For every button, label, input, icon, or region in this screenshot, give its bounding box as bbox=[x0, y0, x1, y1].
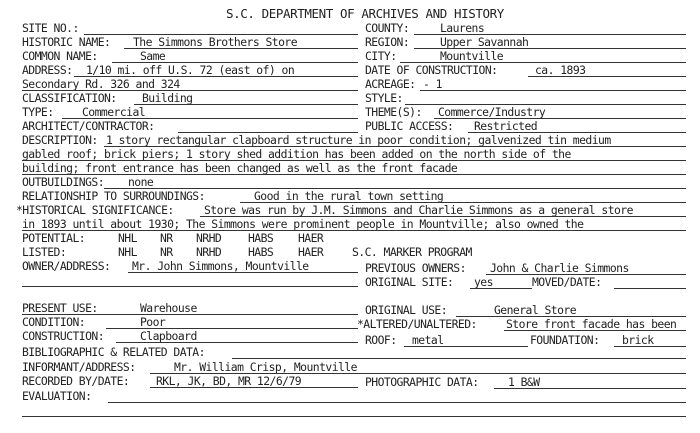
evaluation-label: EVALUATION: bbox=[22, 389, 92, 403]
county-value: Laurens bbox=[440, 21, 485, 35]
previous-owners-label: PREVIOUS OWNERS: bbox=[365, 261, 466, 275]
potential-haer: HAER bbox=[298, 231, 324, 245]
acreage-label: ACREAGE: bbox=[365, 77, 416, 91]
significance-value-1: Store was run by J.M. Simmons and Charlie Simmons as a general store bbox=[204, 203, 633, 217]
potential-habs: HABS bbox=[248, 231, 274, 245]
site-no-label: SITE NO.: bbox=[22, 21, 79, 35]
listed-habs: HABS bbox=[248, 245, 274, 259]
potential-label: POTENTIAL: bbox=[22, 231, 86, 245]
sc-marker-label: S.C. MARKER PROGRAM bbox=[352, 245, 472, 259]
description-label: DESCRIPTION: bbox=[22, 133, 98, 147]
informant-value: Mr. William Crisp, Mountville bbox=[174, 360, 357, 374]
address-value-2: Secondary Rd. 326 and 324 bbox=[22, 77, 180, 91]
roof-label: ROOF: bbox=[365, 333, 397, 347]
relationship-value: Good in the rural town setting bbox=[254, 189, 444, 203]
altered-value: Store front facade has been bbox=[506, 317, 677, 331]
original-site-label: ORIGINAL SITE: bbox=[365, 275, 454, 289]
address-value-1: 1/10 mi. off U.S. 72 (east of) on bbox=[86, 63, 295, 77]
recorded-by-label: RECORDED BY/DATE: bbox=[22, 374, 130, 388]
classification-line bbox=[134, 104, 358, 105]
significance-value-2: in 1893 until about 1930; The Simmons were prominent people in Mountville; also owned the bbox=[22, 217, 584, 231]
common-name-label: COMMON NAME: bbox=[22, 49, 98, 63]
listed-haer: HAER bbox=[298, 245, 324, 259]
roof-value: metal bbox=[412, 333, 444, 347]
foundation-label: FOUNDATION: bbox=[530, 333, 600, 347]
outbuildings-value: none bbox=[128, 175, 154, 189]
description-value-1: 1 story rectangular clapboard structure in poor condition; galvenized tin medium bbox=[106, 133, 611, 147]
recorded-by-value: RKL, JK, BD, MR 12/6/79 bbox=[156, 374, 302, 388]
owner-value: Mr. John Simmons, Mountville bbox=[132, 259, 309, 273]
historical-significance-label: *HISTORICAL SIGNIFICANCE: bbox=[16, 203, 174, 217]
present-use-value: Warehouse bbox=[140, 301, 197, 315]
themes-line bbox=[434, 118, 686, 119]
original-site-value: yes bbox=[474, 275, 493, 289]
type-label: TYPE: bbox=[22, 105, 54, 119]
address-label: ADDRESS: bbox=[22, 63, 73, 77]
informant-label: INFORMANT/ADDRESS: bbox=[22, 360, 136, 374]
historic-name-value: The Simmons Brothers Store bbox=[133, 35, 298, 49]
outbuildings-label: OUTBUILDINGS: bbox=[22, 175, 105, 189]
acreage-line bbox=[420, 90, 686, 91]
recorded-by-line bbox=[150, 387, 358, 388]
date-construction-line bbox=[528, 76, 686, 77]
construction-label: CONSTRUCTION: bbox=[22, 329, 105, 343]
potential-nhl: NHL bbox=[118, 231, 137, 245]
type-value: Commercial bbox=[82, 105, 146, 119]
foundation-value: brick bbox=[622, 333, 654, 347]
foundation-line bbox=[614, 346, 686, 347]
listed-nhl: NHL bbox=[118, 245, 137, 259]
original-site-line bbox=[470, 288, 532, 289]
construction-line bbox=[116, 342, 358, 343]
moved-date-label: MOVED/DATE: bbox=[532, 275, 602, 289]
public-access-value: Restricted bbox=[474, 119, 538, 133]
present-use-label: PRESENT USE: bbox=[22, 301, 98, 315]
themes-label: THEME(S): bbox=[365, 105, 422, 119]
classification-value: Building bbox=[142, 91, 193, 105]
owner-label: OWNER/ADDRESS: bbox=[22, 259, 111, 273]
listed-nrhd: NRHD bbox=[196, 245, 222, 259]
potential-nrhd: NRHD bbox=[196, 231, 222, 245]
owner-line bbox=[128, 272, 358, 273]
form-title: S.C. DEPARTMENT OF ARCHIVES AND HISTORY bbox=[226, 6, 504, 21]
bibliographic-line bbox=[232, 358, 686, 359]
roof-line bbox=[404, 346, 528, 347]
county-label: COUNTY: bbox=[365, 21, 410, 35]
architect-label: ARCHITECT/CONTRACTOR: bbox=[22, 119, 155, 133]
city-label: CITY: bbox=[365, 49, 397, 63]
altered-label: *ALTERED/UNALTERED: bbox=[357, 317, 477, 331]
condition-value: Poor bbox=[140, 315, 166, 329]
public-access-label: PUBLIC ACCESS: bbox=[365, 119, 454, 133]
condition-label: CONDITION: bbox=[22, 315, 86, 329]
altered-line bbox=[504, 330, 686, 331]
date-construction-label: DATE OF CONSTRUCTION: bbox=[365, 63, 498, 77]
photographic-data-value: 1 B&W bbox=[508, 375, 540, 389]
listed-nr: NR bbox=[160, 245, 173, 259]
photographic-data-label: PHOTOGRAPHIC DATA: bbox=[365, 375, 479, 389]
region-label: REGION: bbox=[365, 35, 410, 49]
potential-nr: NR bbox=[160, 231, 173, 245]
common-name-value: Same bbox=[140, 49, 166, 63]
classification-label: CLASSIFICATION: bbox=[22, 91, 117, 105]
moved-date-line bbox=[614, 288, 686, 289]
date-construction-value: ca. 1893 bbox=[535, 63, 586, 77]
evaluation-line-1 bbox=[108, 402, 686, 403]
evaluation-line-2 bbox=[22, 416, 686, 417]
original-use-value: General Store bbox=[494, 303, 577, 317]
bibliographic-label: BIBLIOGRAPHIC & RELATED DATA: bbox=[22, 345, 205, 359]
relationship-label: RELATIONSHIP TO SURROUNDINGS: bbox=[22, 189, 205, 203]
construction-value: Clapboard bbox=[140, 329, 197, 343]
photographic-data-line bbox=[494, 388, 686, 389]
previous-owners-value: John & Charlie Simmons bbox=[490, 261, 629, 275]
listed-label: LISTED: bbox=[22, 245, 67, 259]
description-value-3: building; front entrance has been changed as well as the front facade bbox=[22, 161, 458, 175]
themes-value: Commerce/Industry bbox=[438, 105, 546, 119]
region-value: Upper Savannah bbox=[440, 35, 529, 49]
acreage-value: - 1 bbox=[423, 77, 442, 91]
original-use-label: ORIGINAL USE: bbox=[365, 303, 448, 317]
style-label: STYLE: bbox=[365, 91, 403, 105]
description-value-2: gabled roof; brick piers; 1 story shed addition has been added on the north side of the bbox=[22, 147, 571, 161]
city-value: Mountville bbox=[440, 49, 504, 63]
historic-name-label: HISTORIC NAME: bbox=[22, 35, 111, 49]
description-line-3 bbox=[22, 174, 686, 175]
owner-line-2 bbox=[22, 286, 358, 287]
